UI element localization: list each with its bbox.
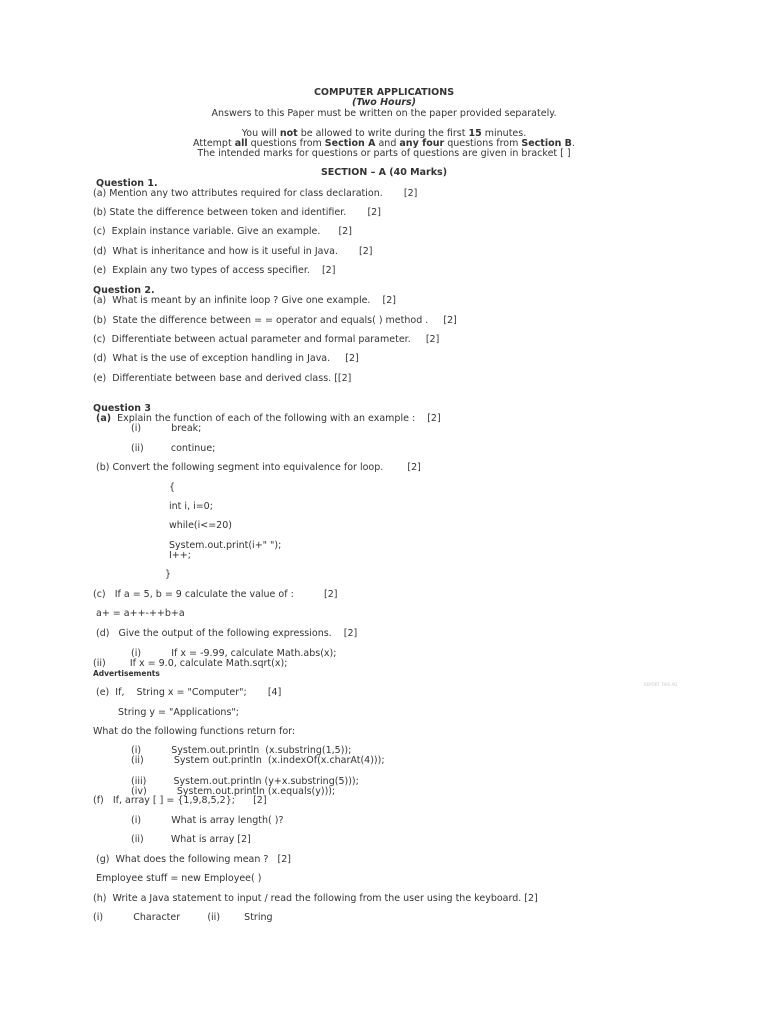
q1-item-d: (d) What is inheritance and how is it useful in Java. [2] <box>93 246 373 257</box>
q3-e-question: What do the following functions return for: <box>93 726 296 737</box>
q3-f-option-i: (i) What is array length( )? <box>131 815 284 826</box>
code-line-increment: I++; <box>169 550 191 561</box>
q3-a-option-ii: (ii) continue; <box>131 443 216 454</box>
q1-item-a: (a) Mention any two attributes required for class declaration. [2] <box>93 188 418 199</box>
section-a-title: SECTION – A (40 Marks) <box>320 167 448 178</box>
q1-item-b: (b) State the difference between token and identifier. [2] <box>93 207 381 218</box>
code-line-open-brace: { <box>169 482 176 493</box>
q3-part-d: (d) Give the output of the following expressions. [2] <box>96 628 358 639</box>
q3-a-option-i: (i) break; <box>131 423 202 434</box>
q1-item-e: (e) Explain any two types of access specifier. [2] <box>93 265 336 276</box>
q2-item-d: (d) What is the use of exception handling in Java. [2] <box>93 353 359 364</box>
report-ad-link[interactable]: REPORT THIS AD <box>644 682 678 687</box>
q3-part-h: (h) Write a Java statement to input / read the following from the user using the keyboard. [2] <box>93 893 538 904</box>
instruction-line-2: You will not be allowed to write during the first 15 minutes. <box>241 128 527 139</box>
instruction-line-3: Attempt all questions from Section A and any four questions from Section B. <box>193 138 575 149</box>
q3-part-g: (g) What does the following mean ? [2] <box>96 854 291 865</box>
q1-item-c: (c) Explain instance variable. Give an example. [2] <box>93 226 352 237</box>
q3-e-option-ii: (ii) System out.println (x.indexOf(x.charAt(4))); <box>131 755 385 766</box>
question-2-heading: Question 2. <box>93 285 155 296</box>
q3-e-option-iv: (iv) System.out.println (x.equals(y))); <box>131 786 336 797</box>
code-line-print: System.out.print(i+" "); <box>169 540 282 551</box>
q3-f-option-ii: (ii) What is array [2] <box>131 834 251 845</box>
q3-part-b: (b) Convert the following segment into equivalence for loop. [2] <box>96 462 421 473</box>
question-1-heading: Question 1. <box>96 178 158 189</box>
question-3-heading: Question 3 <box>93 403 151 414</box>
q3-part-f: (f) If, array [ ] = {1,9,8,5,2}; [2] <box>93 795 267 806</box>
q3-part-e: (e) If, String x = "Computer"; [4] <box>96 687 282 698</box>
q3-g-code: Employee stuff = new Employee( ) <box>96 873 262 884</box>
advertisements-label: Advertisements <box>93 669 160 678</box>
q3-e-option-iii: (iii) System.out.println (y+x.substring(5))); <box>131 776 359 787</box>
code-line-declare: int i, i=0; <box>169 501 213 512</box>
q2-item-a: (a) What is meant by an infinite loop ? Give one example. [2] <box>93 295 396 306</box>
q3-e-option-i: (i) System.out.println (x.substring(1,5)); <box>131 745 352 756</box>
q3-e-string-y: String y = "Applications"; <box>118 707 239 718</box>
q2-item-c: (c) Differentiate between actual parameter and formal parameter. [2] <box>93 334 440 345</box>
paper-duration: (Two Hours) <box>351 97 417 108</box>
paper-title: COMPUTER APPLICATIONS <box>313 87 455 98</box>
q2-item-b: (b) State the difference between = = operator and equals( ) method . [2] <box>93 315 457 326</box>
instruction-line-1: Answers to this Paper must be written on the paper provided separately. <box>211 108 557 119</box>
q3-d-option-ii: (ii) If x = 9.0, calculate Math.sqrt(x); <box>93 658 288 669</box>
code-line-close-brace: } <box>165 569 172 580</box>
q3-part-a: (a) Explain the function of each of the following with an example : [2] <box>96 413 441 424</box>
q3-h-options: (i) Character (ii) String <box>93 912 273 923</box>
q3-part-c: (c) If a = 5, b = 9 calculate the value of : [2] <box>93 589 338 600</box>
instruction-line-4: The intended marks for questions or parts of questions are given in bracket [ ] <box>197 148 571 159</box>
code-line-while: while(i<=20) <box>169 520 232 531</box>
q3-c-expression: a+ = a++-++b+a <box>96 608 185 619</box>
q3-d-option-i: (i) If x = -9.99, calculate Math.abs(x); <box>131 648 337 659</box>
q2-item-e: (e) Differentiate between base and derived class. [[2] <box>93 373 352 384</box>
